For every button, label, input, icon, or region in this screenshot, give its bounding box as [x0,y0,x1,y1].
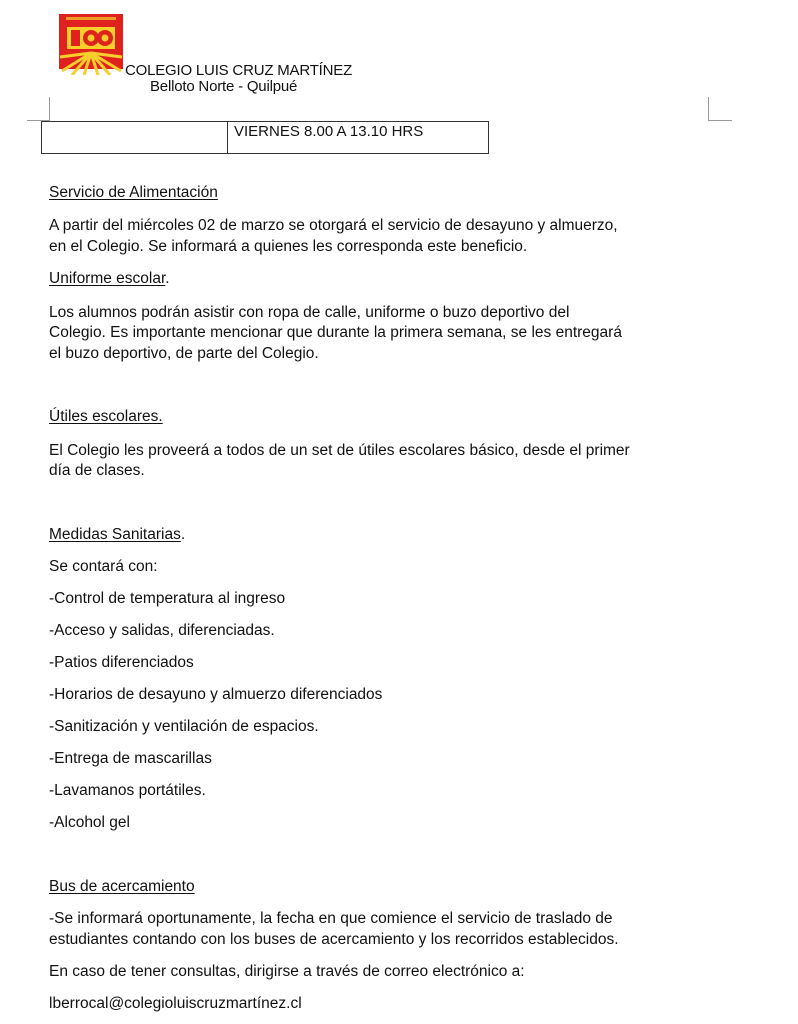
school-crest-icon [58,13,124,75]
list-item: -Control de temperatura al ingreso [49,590,286,607]
heading-punctuation: . [165,270,170,287]
supplies-text-line-1: El Colegio les proveerá a todos de un set de útiles escolares básico, desde el primer [49,442,630,459]
section-heading-food: Servicio de Alimentación [49,184,218,201]
crop-mark-left-vertical [49,97,50,121]
list-item: -Alcohol gel [49,814,130,831]
list-item: -Patios diferenciados [49,654,194,671]
list-item: -Entrega de mascarillas [49,750,212,767]
schedule-hours-cell: VIERNES 8.00 A 13.10 HRS [228,122,489,154]
heading-punctuation: . [180,526,186,543]
contact-text: En caso de tener consultas, dirigirse a través de correo electrónico a: [49,963,525,980]
health-intro: Se contará con: [49,558,158,575]
school-location: Belloto Norte - Quilpué [150,78,298,95]
schedule-empty-cell [42,122,228,154]
crop-mark-right-horizontal [708,120,732,121]
school-name: COLEGIO LUIS CRUZ MARTÍNEZ [125,62,353,79]
section-heading-bus: Bus de acercamiento [49,878,195,895]
supplies-text-line-2: día de clases. [49,462,145,479]
section-heading-uniform-wrap [49,268,170,289]
uniform-text-line-3: el buzo deportivo, de parte del Colegio. [49,345,319,362]
section-heading-health-wrap [49,524,185,545]
contact-email-link[interactable]: lberrocal@colegioluiscruzmartínez.cl [49,995,302,1012]
list-item: -Sanitización y ventilación de espacios. [49,718,319,735]
list-item: -Lavamanos portátiles. [49,782,206,799]
contact-email-wrap [49,993,302,1014]
schedule-table [41,121,489,154]
bus-text-line-1: -Se informará oportunamente, la fecha en que comience el servicio de traslado de [49,910,613,927]
list-item: -Acceso y salidas, diferenciadas. [49,622,275,639]
food-text-line-1: A partir del miércoles 02 de marzo se otorgará el servicio de desayuno y almuerzo, [49,217,618,234]
section-heading-uniform: Uniforme escolar [49,270,166,287]
section-heading-health: Medidas Sanitarias [49,526,181,543]
table-row [42,122,489,154]
food-text-line-2: en el Colegio. Se informará a quienes les corresponda este beneficio. [49,238,528,255]
crop-mark-right-vertical [708,97,709,121]
list-item: -Horarios de desayuno y almuerzo diferenciados [49,686,383,703]
section-heading-supplies: Útiles escolares. [49,408,163,425]
uniform-text-line-2: Colegio. Es importante mencionar que durante la primera semana, se les entregará [49,324,622,341]
bus-text-line-2: estudiantes contando con los buses de acercamiento y los recorridos establecidos. [49,931,619,948]
uniform-text-line-1: Los alumnos podrán asistir con ropa de calle, uniforme o buzo deportivo del [49,304,570,321]
